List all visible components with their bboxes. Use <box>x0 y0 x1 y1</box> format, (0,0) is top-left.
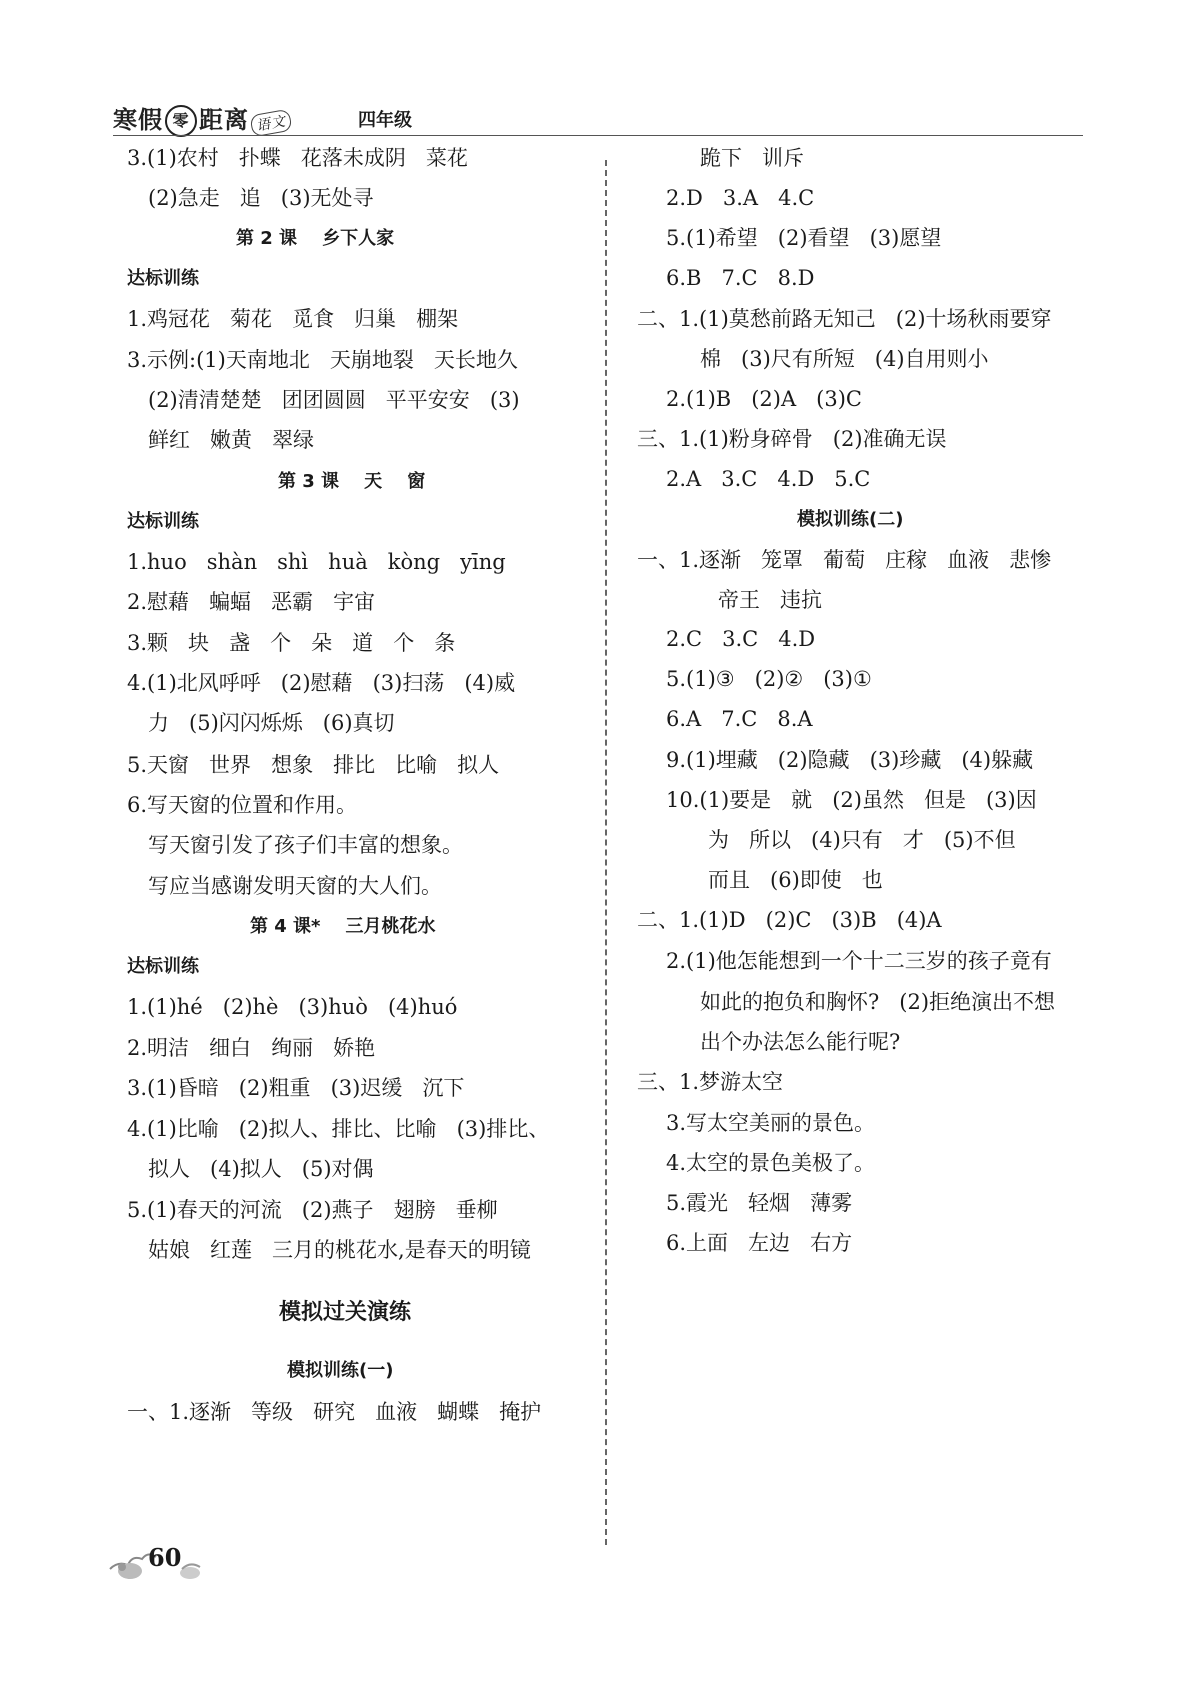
answer-line: 6.写天窗的位置和作用。 <box>127 793 358 817</box>
answer-line: 2.(1)他怎能想到一个十二三岁的孩子竟有 <box>666 949 1052 973</box>
page-number-badge <box>108 1535 208 1585</box>
book-logo <box>113 100 291 137</box>
answer-line: 二、1.(1)莫愁前路无知己 (2)十场秋雨要穿 <box>637 307 1052 331</box>
answer-line: 3.(1)农村 扑蝶 花落未成阴 菜花 <box>127 146 468 170</box>
answer-line: 4.太空的景色美极了。 <box>666 1151 876 1175</box>
answer-line: 5.(1)希望 (2)看望 (3)愿望 <box>666 226 942 250</box>
answer-line: 跪下 训斥 <box>700 146 805 170</box>
answer-line: 10.(1)要是 就 (2)虽然 但是 (3)因 <box>666 788 1037 812</box>
exam-heading: 模拟过关演练 <box>279 1300 412 1325</box>
logo-subject-badge: 语文 <box>249 109 292 138</box>
section-heading: 达标训练 <box>127 268 199 289</box>
answer-line: 1.(1)hé (2)hè (3)huò (4)huó <box>127 995 458 1019</box>
answer-line: 2.A 3.C 4.D 5.C <box>666 467 871 491</box>
answer-line: 一、1.逐渐 等级 研究 血液 蝴蝶 掩护 <box>127 1400 542 1424</box>
section-heading: 达标训练 <box>127 956 199 977</box>
answer-line: 1.鸡冠花 菊花 觅食 归巢 棚架 <box>127 307 459 331</box>
answer-line: 拟人 (4)拟人 (5)对偶 <box>148 1157 374 1181</box>
answer-line: 4.(1)比喻 (2)拟人、排比、比喻 (3)排比、 <box>127 1117 550 1141</box>
lesson-heading: 第 3 课 天 窗 <box>278 471 426 492</box>
answer-line: 力 (5)闪闪烁烁 (6)真切 <box>148 711 395 735</box>
answer-line: 三、1.(1)粉身碎骨 (2)准确无误 <box>637 427 947 451</box>
answer-line: 一、1.逐渐 笼罩 葡萄 庄稼 血液 悲惨 <box>637 548 1052 572</box>
logo-zero-badge: 零 <box>165 105 197 137</box>
mock-heading: 模拟训练(二) <box>797 509 904 530</box>
answer-line: 4.(1)北风呼呼 (2)慰藉 (3)扫荡 (4)威 <box>127 671 516 695</box>
answer-line: 9.(1)埋藏 (2)隐藏 (3)珍藏 (4)躲藏 <box>666 748 1034 772</box>
answer-line: 3.颗 块 盏 个 朵 道 个 条 <box>127 631 456 655</box>
answer-line: 6.A 7.C 8.A <box>666 707 813 731</box>
header-divider <box>113 135 1083 136</box>
answer-line: 3.写太空美丽的景色。 <box>666 1111 876 1135</box>
answer-line: 5.霞光 轻烟 薄雾 <box>666 1191 853 1215</box>
logo-text-1: 寒假 <box>113 106 163 134</box>
lesson-heading: 第 2 课 乡下人家 <box>236 228 395 249</box>
answer-line: 写应当感谢发明天窗的大人们。 <box>148 874 442 898</box>
answer-line: 2.慰藉 蝙蝠 恶霸 宇宙 <box>127 590 376 614</box>
answer-line: 2.明洁 细白 绚丽 娇艳 <box>127 1036 376 1060</box>
page-number: 60 <box>148 1543 182 1572</box>
answer-line: 棉 (3)尺有所短 (4)自用则小 <box>700 347 989 371</box>
answer-line: 为 所以 (4)只有 才 (5)不但 <box>708 828 1016 852</box>
answer-line: 6.上面 左边 右方 <box>666 1231 853 1255</box>
answer-line: 5.天窗 世界 想象 排比 比喻 拟人 <box>127 753 500 777</box>
answer-line: 出个办法怎么能行呢? <box>700 1030 901 1054</box>
grade-label: 四年级 <box>358 110 412 131</box>
column-divider <box>605 160 607 1545</box>
answer-line: 3.示例:(1)天南地北 天崩地裂 天长地久 <box>127 348 518 372</box>
section-heading: 达标训练 <box>127 511 199 532</box>
page-header <box>113 92 1083 137</box>
logo-text-2: 距离 <box>199 106 249 134</box>
answer-line: (2)急走 追 (3)无处寻 <box>148 186 374 210</box>
answer-line: 5.(1)春天的河流 (2)燕子 翅膀 垂柳 <box>127 1198 498 1222</box>
answer-line: 帝王 违抗 <box>718 588 823 612</box>
answer-line: 6.B 7.C 8.D <box>666 266 815 290</box>
answer-line: 姑娘 红莲 三月的桃花水,是春天的明镜 <box>148 1238 531 1262</box>
answer-line: 3.(1)昏暗 (2)粗重 (3)迟缓 沉下 <box>127 1076 465 1100</box>
answer-line: 如此的抱负和胸怀? (2)拒绝演出不想 <box>700 990 1056 1014</box>
answer-line: 三、1.梦游太空 <box>637 1070 784 1094</box>
answer-line: 2.(1)B (2)A (3)C <box>666 387 862 411</box>
mock-heading: 模拟训练(一) <box>287 1360 394 1381</box>
answer-line: 而且 (6)即使 也 <box>708 868 883 892</box>
lesson-heading: 第 4 课* 三月桃花水 <box>250 916 436 937</box>
answer-line: 2.D 3.A 4.C <box>666 186 815 210</box>
answer-line: 二、1.(1)D (2)C (3)B (4)A <box>637 908 942 932</box>
answer-line: 2.C 3.C 4.D <box>666 627 816 651</box>
answer-line: 5.(1)③ (2)② (3)① <box>666 667 872 691</box>
answer-line: 鲜红 嫩黄 翠绿 <box>148 428 315 452</box>
answer-line: 写天窗引发了孩子们丰富的想象。 <box>148 833 463 857</box>
answer-line: 1.huo shàn shì huà kòng yīng <box>127 550 506 574</box>
answer-line: (2)清清楚楚 团团圆圆 平平安安 (3) <box>148 388 520 412</box>
